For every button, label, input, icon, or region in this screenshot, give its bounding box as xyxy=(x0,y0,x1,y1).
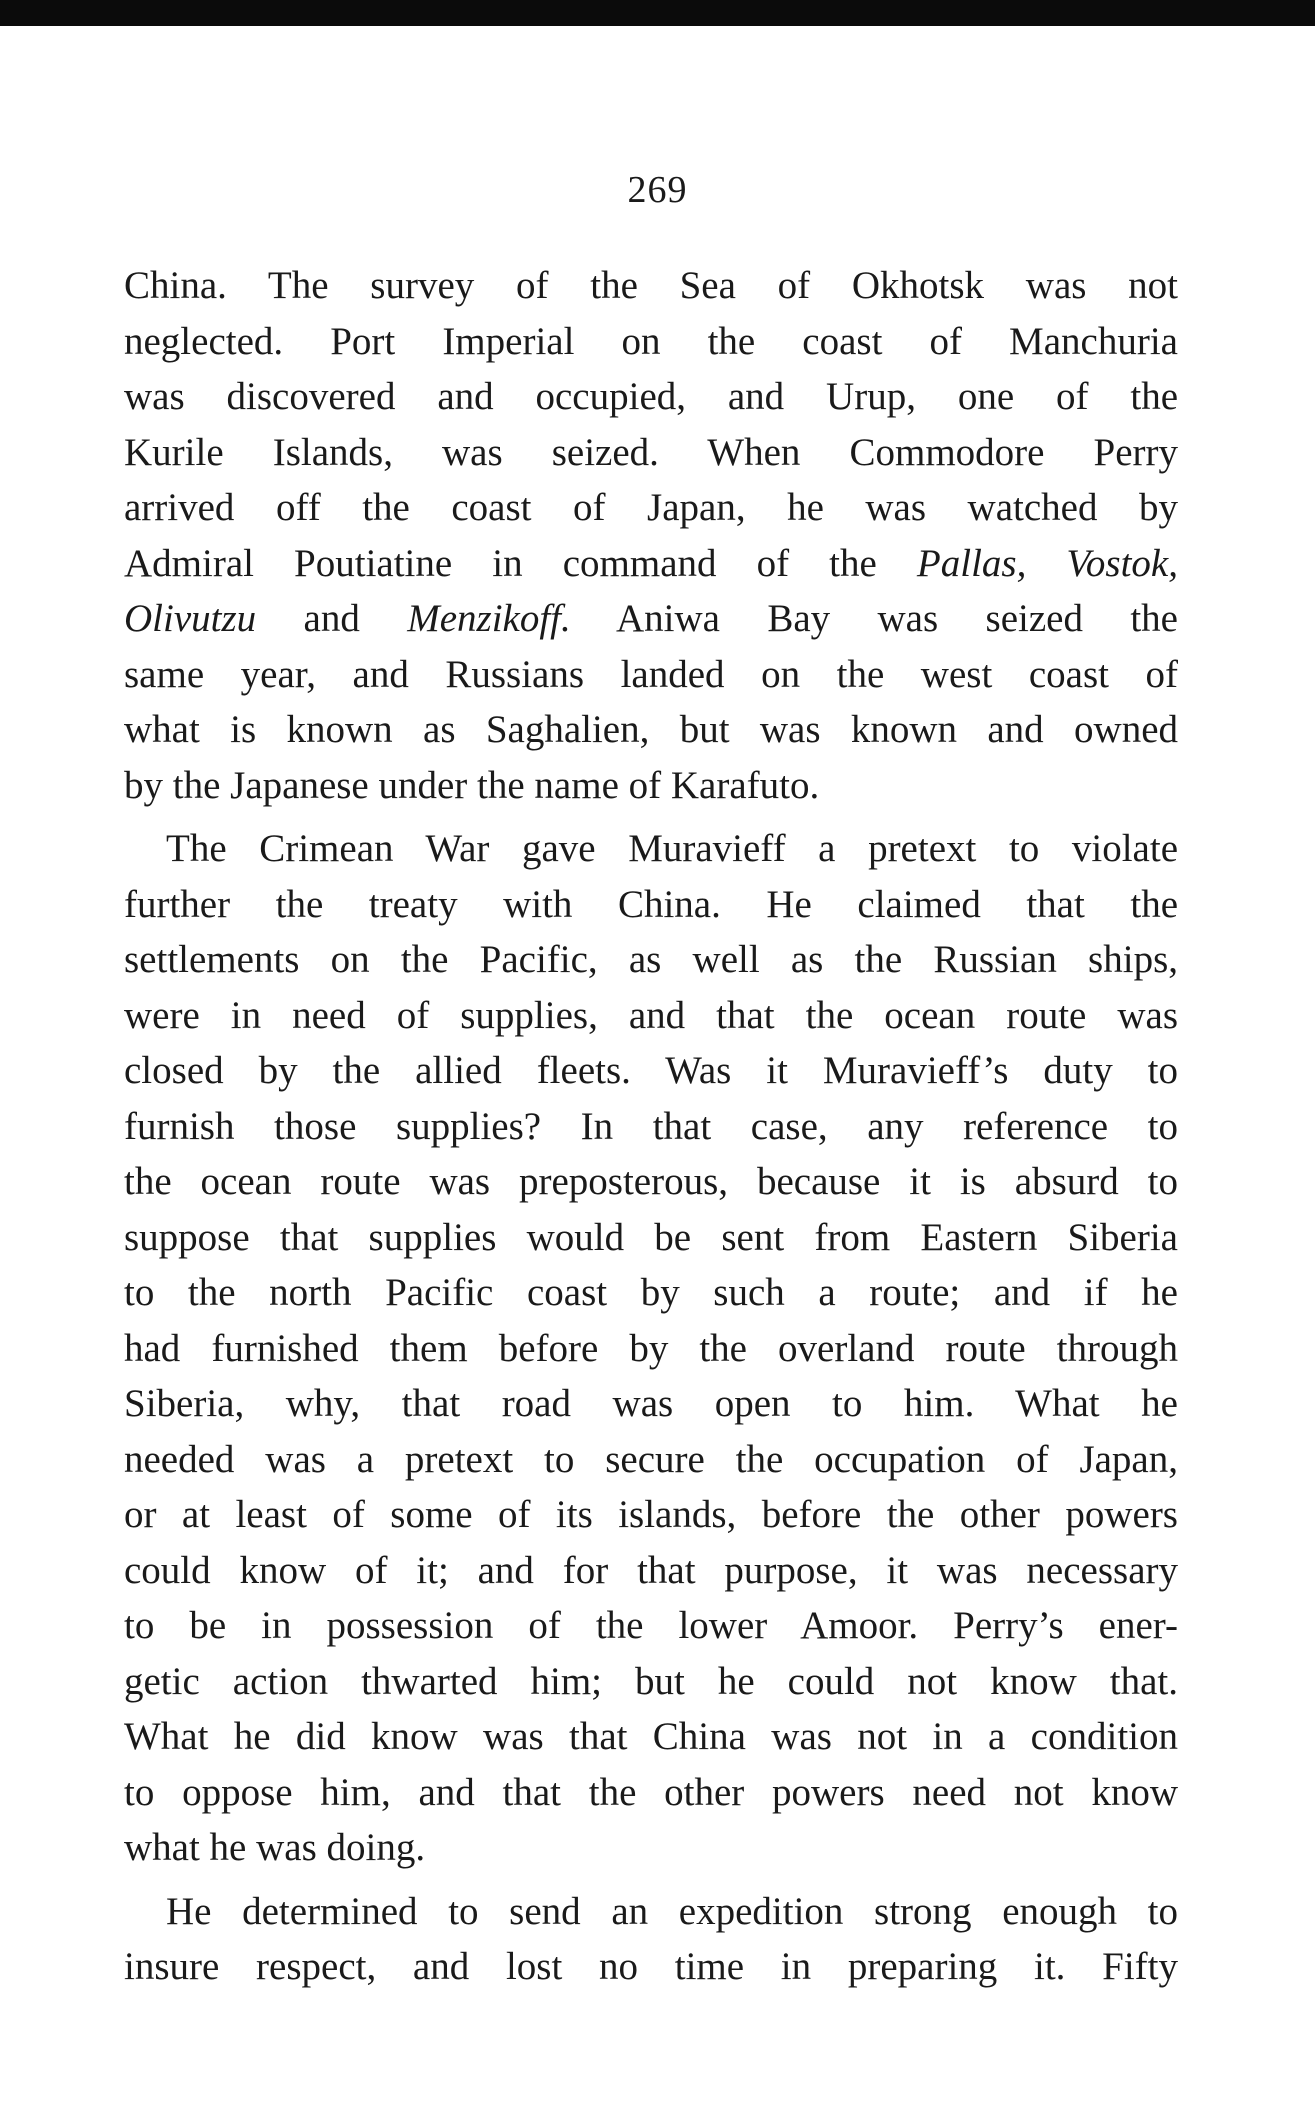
paragraph-3 xyxy=(124,1884,1178,1995)
text-line: what is known as Saghalien, but was known and owned xyxy=(124,708,1178,751)
text-line: Kurile Islands, was seized. When Commodore Perry xyxy=(124,430,1178,474)
text-line: What he did know was that China was not in a condition xyxy=(124,1715,1178,1758)
paragraph-gap xyxy=(124,1876,1178,1884)
text-line: settlements on the Pacific, as well as the Russian ships, xyxy=(124,938,1178,981)
text-line: to be in possession of the lower Amoor. Perry’s ener- xyxy=(124,1604,1178,1647)
paragraph-2 xyxy=(124,821,1178,1876)
text-line: Admiral Poutiatine in command of the Pallas, Vostok, xyxy=(124,541,1178,585)
text-line: or at least of some of its islands, before the other powers xyxy=(124,1493,1178,1536)
text-line: had furnished them before by the overland route through xyxy=(124,1326,1178,1370)
text-line: Olivutzu and Menzikoff. Aniwa Bay was seized the xyxy=(124,597,1178,640)
text-line: closed by the allied fleets. Was it Muravieff’s duty to xyxy=(124,1049,1178,1092)
text-line: suppose that supplies would be sent from Eastern Siberia xyxy=(124,1215,1178,1259)
text-line: Siberia, why, that road was open to him. What he xyxy=(124,1382,1178,1425)
text-line: the ocean route was preposterous, because it is absurd to xyxy=(124,1160,1178,1203)
text-line: insure respect, and lost no time in preparing it. Fifty xyxy=(124,1945,1178,1988)
text-line: China. The survey of the Sea of Okhotsk was not xyxy=(124,264,1178,307)
text-line: neglected. Port Imperial on the coast of Manchuria xyxy=(124,319,1178,363)
text-line: were in need of supplies, and that the ocean route was xyxy=(124,993,1178,1037)
text-line: arrived off the coast of Japan, he was watched by xyxy=(124,486,1178,529)
page-number: 269 xyxy=(627,169,688,211)
text-line: The Crimean War gave Muravieff a pretext to violate xyxy=(166,827,1178,870)
top-border xyxy=(0,0,1315,26)
text-line: to oppose him, and that the other powers need not know xyxy=(124,1770,1178,1814)
text-line: further the treaty with China. He claimed that the xyxy=(124,882,1178,926)
text-line: same year, and Russians landed on the west coast of xyxy=(124,652,1178,696)
paragraph-1 xyxy=(124,258,1178,813)
body-text xyxy=(124,258,1178,1995)
text-line: what he was doing. xyxy=(124,1826,426,1869)
text-line: getic action thwarted him; but he could not know that. xyxy=(124,1659,1178,1703)
text-line: by the Japanese under the name of Karafuto. xyxy=(124,763,820,807)
text-line: was discovered and occupied, and Urup, one of the xyxy=(124,375,1178,418)
text-line: He determined to send an expedition strong enough to xyxy=(166,1889,1178,1933)
paragraph-gap xyxy=(124,813,1178,821)
text-line: furnish those supplies? In that case, any reference to xyxy=(124,1104,1178,1148)
text-line: to the north Pacific coast by such a route; and if he xyxy=(124,1271,1178,1314)
text-line: needed was a pretext to secure the occupation of Japan, xyxy=(124,1437,1178,1481)
text-line: could know of it; and for that purpose, it was necessary xyxy=(124,1548,1178,1592)
